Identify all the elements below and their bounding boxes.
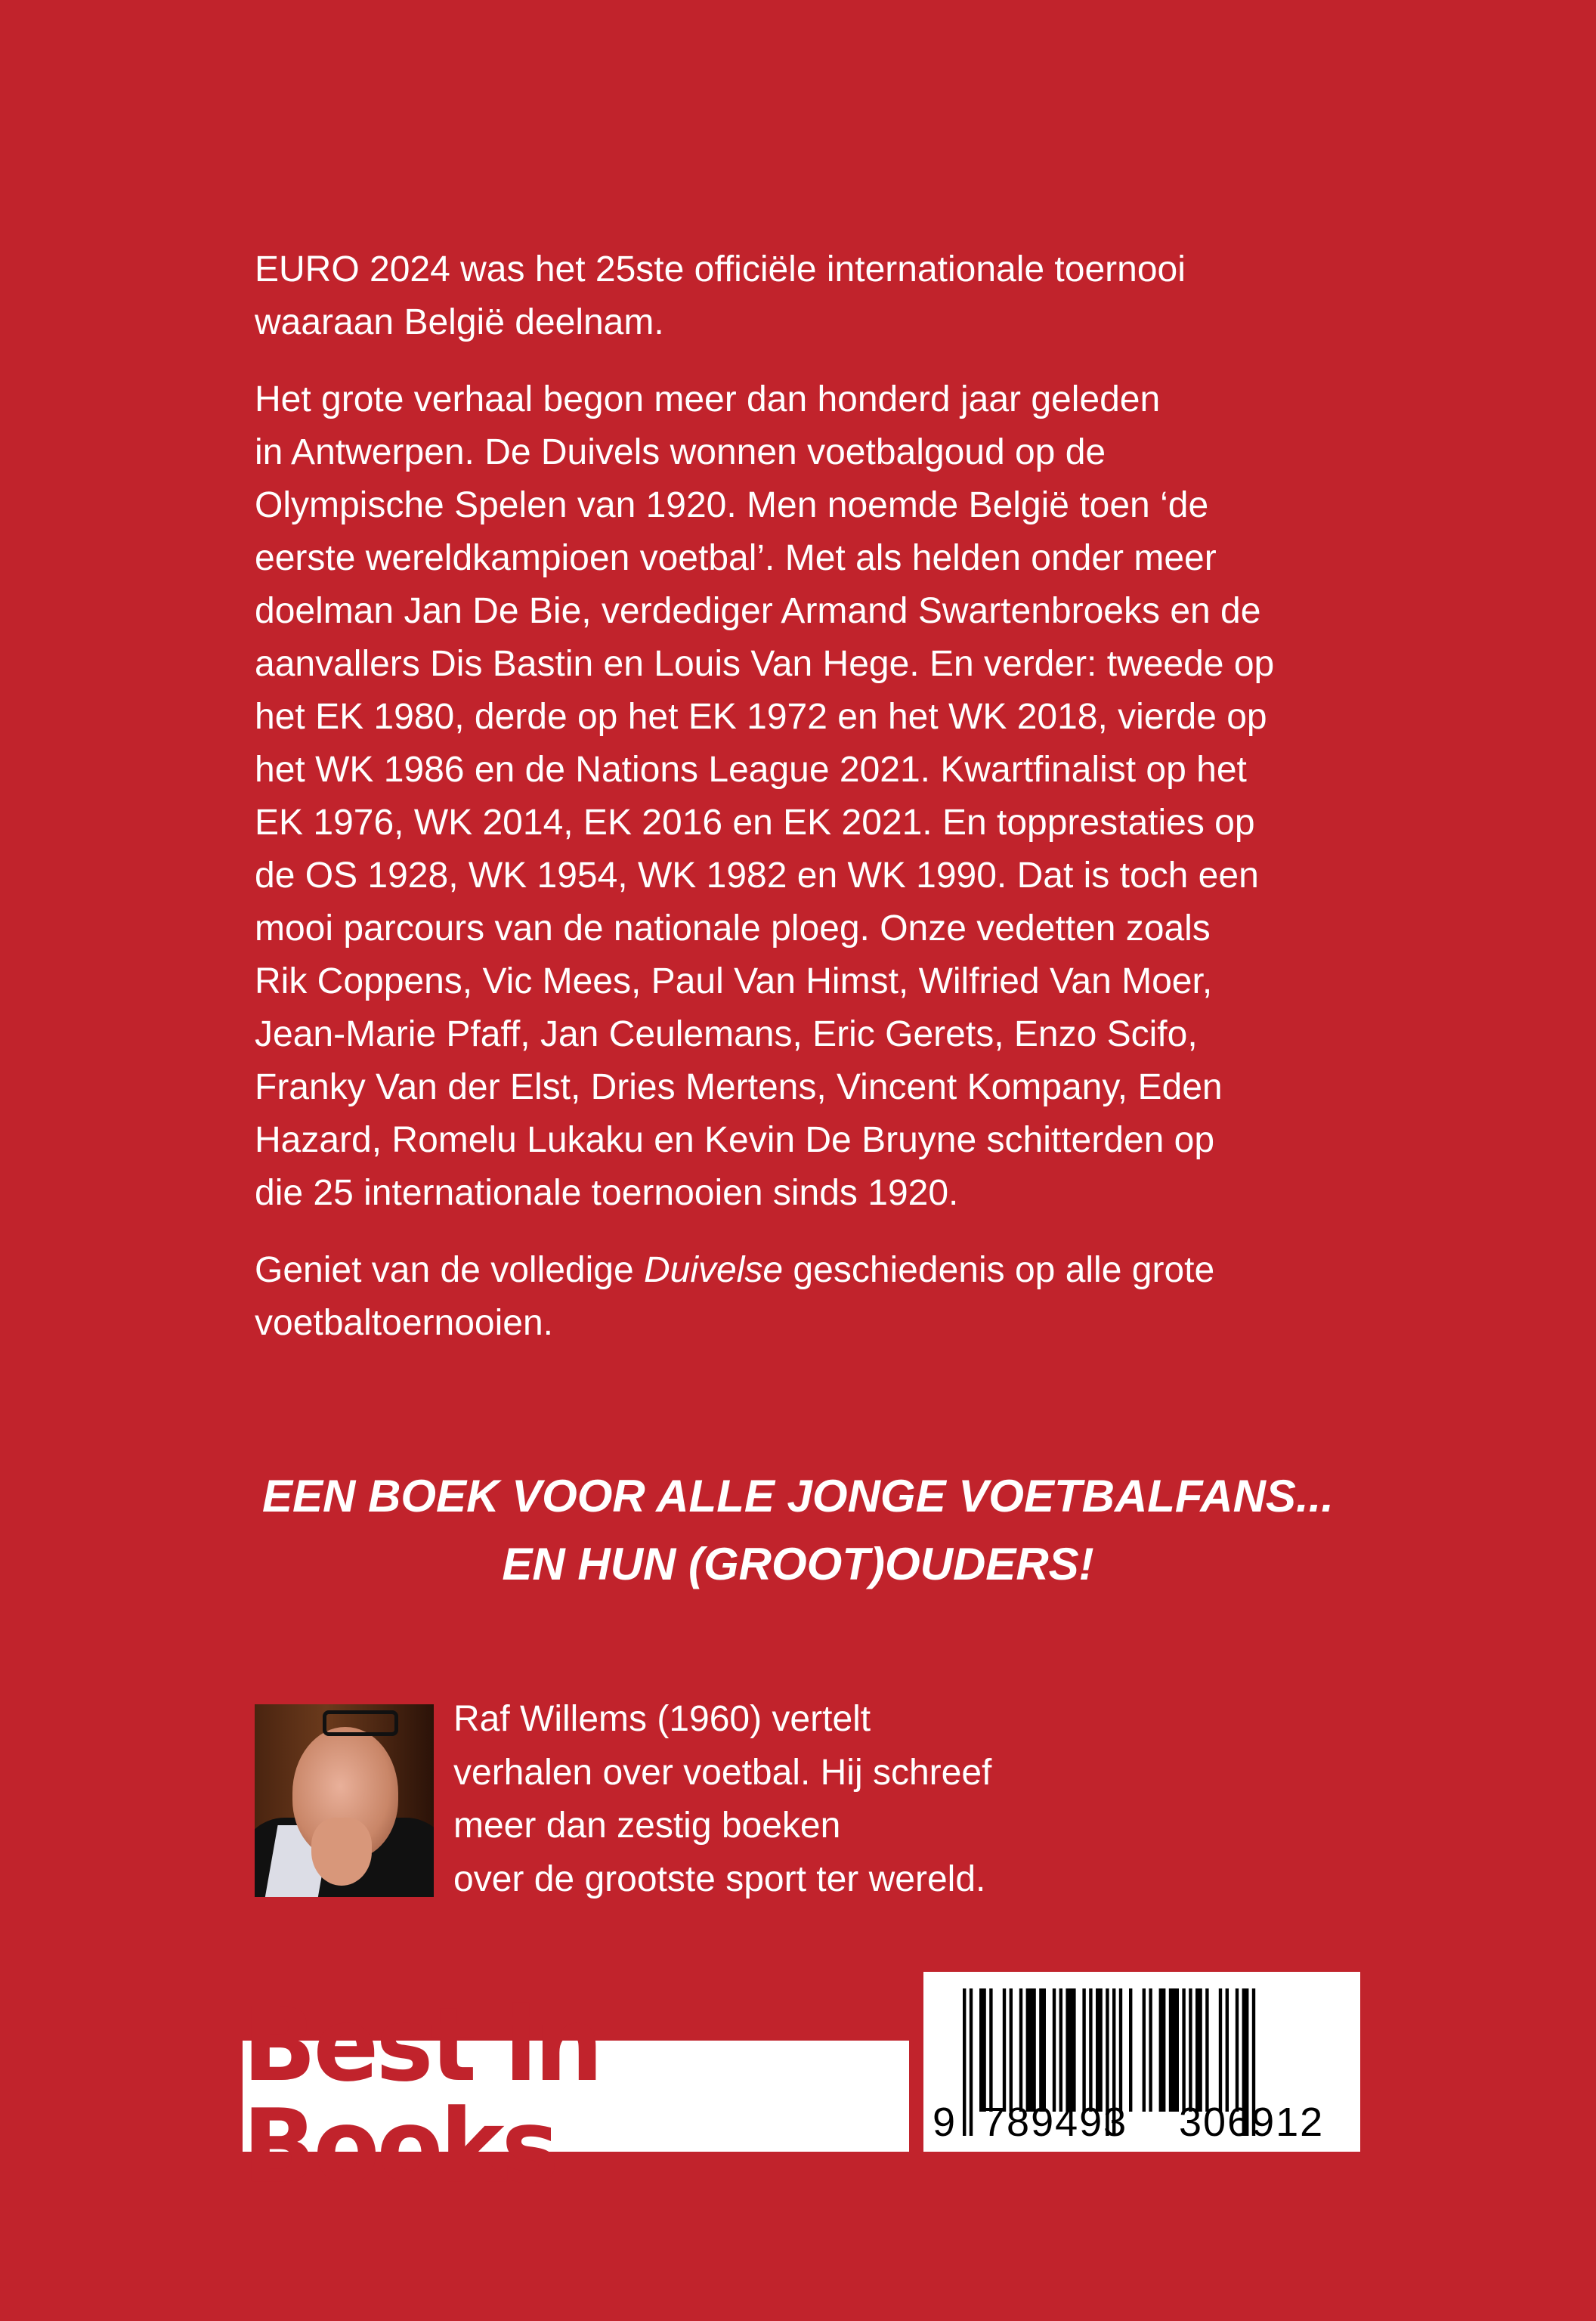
blurb — [255, 243, 1388, 1374]
italic-text: Duivelse — [644, 1250, 784, 1290]
tagline-line-1: EEN BOEK VOOR ALLE JONGE VOETBALFANS... — [262, 1471, 1334, 1521]
barcode-bar — [1096, 1988, 1103, 2112]
barcode-bar — [1182, 1988, 1185, 2112]
blurb-line — [255, 1244, 1388, 1297]
blurb-paragraph-3 — [255, 1244, 1388, 1350]
barcode-bar — [1082, 1988, 1085, 2112]
publisher-logo-text: Best in Books — [243, 1985, 601, 2206]
barcode-bar — [1236, 1988, 1239, 2112]
author-photo — [255, 1704, 434, 1897]
blurb-line: Het grote verhaal begon meer dan honderd jaar geleden — [255, 379, 1161, 419]
blurb-paragraph-1 — [255, 243, 1388, 349]
author-bio — [453, 1693, 991, 1906]
blurb-line: Jean-Marie Pfaff, Jan Ceulemans, Eric Gerets, Enzo Scifo, — [255, 1014, 1198, 1054]
barcode-bar — [1189, 1988, 1192, 2112]
bio-line: Raf Willems (1960) vertelt — [453, 1699, 871, 1739]
blurb-line: EURO 2024 was het 25ste officiële internationale toernooi — [255, 249, 1186, 289]
barcode-bar — [1039, 1988, 1046, 2112]
tagline — [0, 1462, 1596, 1598]
blurb-line: voetbaltoernooien. — [255, 1303, 553, 1343]
blurb-line: Hazard, Romelu Lukaku en Kevin De Bruyne schitterden op — [255, 1120, 1215, 1160]
bio-line: verhalen over voetbal. Hij schreef — [453, 1752, 992, 1793]
barcode-bar — [1026, 1988, 1036, 2112]
barcode-bar — [1119, 1988, 1122, 2112]
barcode-bar — [1219, 1988, 1222, 2112]
blurb-line: aanvallers Dis Bastin en Louis Van Hege. En verder: tweede op — [255, 644, 1275, 684]
barcode-bar — [1059, 1988, 1062, 2112]
blurb-line: eerste wereldkampioen voetbal’. Met als helden onder meer — [255, 538, 1217, 578]
blurb-paragraph-2 — [255, 373, 1388, 1220]
blurb-line: mooi parcours van de nationale ploeg. Onze vedetten zoals — [255, 908, 1211, 949]
barcode-bar — [1149, 1988, 1152, 2112]
barcode-bar — [1066, 1988, 1075, 2112]
barcode-bar — [1143, 1988, 1146, 2112]
blurb-line: Olympische Spelen van 1920. Men noemde België toen ‘de — [255, 485, 1209, 525]
text: Geniet van de volledige — [255, 1250, 645, 1290]
blurb-line: het EK 1980, derde op het EK 1972 en het WK 2018, vierde op — [255, 697, 1267, 737]
blurb-line: Franky Van der Elst, Dries Mertens, Vincent Kompany, Eden — [255, 1067, 1223, 1107]
barcode-bar — [963, 1988, 966, 2136]
barcode-digits-right: 306912 — [1179, 2100, 1325, 2145]
publisher-logo — [243, 1985, 909, 2206]
tagline-line-2: EN HUN (GROOT)OUDERS! — [502, 1539, 1094, 1589]
barcode-bar — [1019, 1988, 1022, 2112]
barcode-bar — [1169, 1988, 1179, 2112]
barcode-digit-first: 9 — [933, 2100, 956, 2145]
blurb-line: Rik Coppens, Vic Mees, Paul Van Himst, Wilfried Van Moer, — [255, 961, 1213, 1001]
barcode-bar — [989, 1988, 992, 2112]
barcode-bar — [1129, 1988, 1132, 2112]
blurb-line: het WK 1986 en de Nations League 2021. Kwartfinalist op het — [255, 750, 1247, 790]
barcode-bar — [1195, 1988, 1202, 2112]
barcode-bar — [1053, 1988, 1056, 2112]
isbn-barcode — [923, 1972, 1360, 2152]
blurb-line: EK 1976, WK 2014, EK 2016 en EK 2021. En topprestaties op — [255, 803, 1255, 843]
barcode-bar — [1003, 1988, 1006, 2112]
barcode-bar — [1089, 1988, 1092, 2112]
barcode-bar — [1159, 1988, 1166, 2112]
bio-line: meer dan zestig boeken — [453, 1806, 841, 1846]
barcode-bar — [970, 1988, 973, 2136]
barcode-bar — [1010, 1988, 1013, 2112]
blurb-line: in Antwerpen. De Duivels wonnen voetbalgoud op de — [255, 432, 1106, 472]
barcode-bar — [1205, 1988, 1208, 2112]
blurb-line: doelman Jan De Bie, verdediger Armand Swartenbroeks en de — [255, 591, 1261, 631]
text: geschiedenis op alle grote — [783, 1250, 1215, 1290]
bio-line: over de grootste sport ter wereld. — [453, 1858, 986, 1899]
blurb-line: waaraan België deelnam. — [255, 302, 664, 342]
barcode-digits-left: 789493 — [982, 2100, 1128, 2145]
blurb-line: die 25 internationale toernooien sinds 1920. — [255, 1173, 959, 1213]
barcode-bar — [1226, 1988, 1229, 2112]
barcode-bar — [979, 1988, 986, 2112]
blurb-line: de OS 1928, WK 1954, WK 1982 en WK 1990. Dat is toch een — [255, 856, 1259, 896]
